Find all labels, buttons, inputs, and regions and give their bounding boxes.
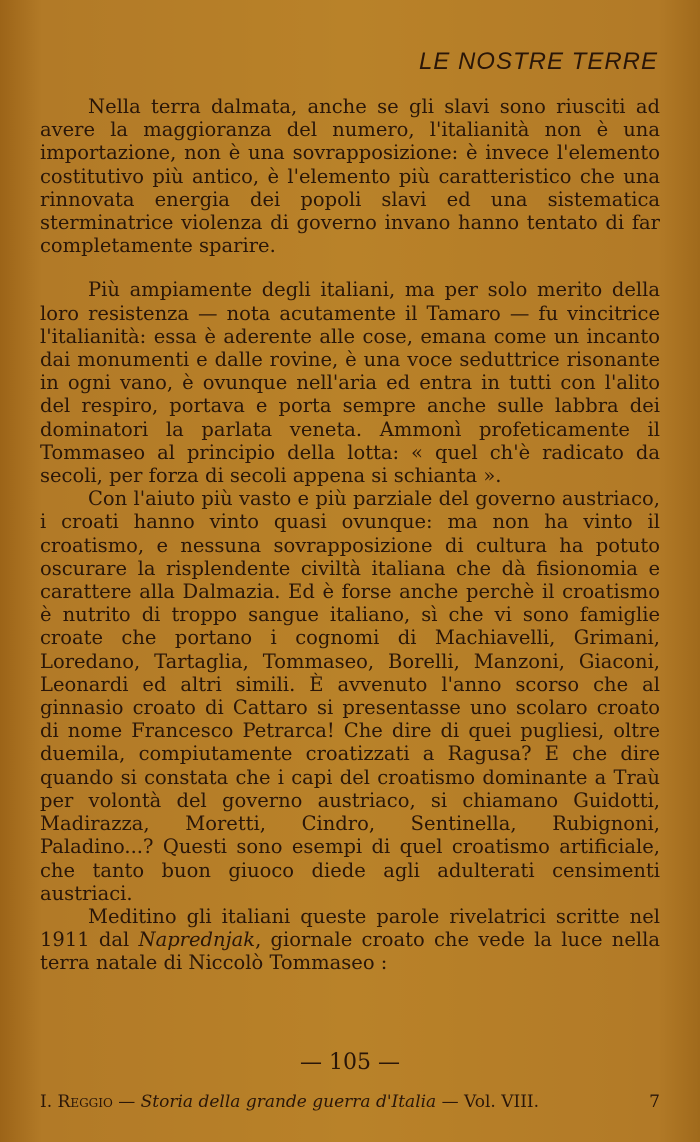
page-number: — 105 —	[300, 1050, 400, 1075]
footer-series-title: Storia della grande guerra d'Italia	[140, 1092, 437, 1112]
paragraph-4	[40, 905, 660, 975]
footer-volume: — Vol. VIII.	[441, 1092, 540, 1112]
page-footer	[40, 1092, 660, 1112]
paragraph-3: Con l'aiuto più vasto e più parziale del governo austriaco, i croati hanno vinto quasi ovunque: ma non ha vinto il croatismo, e nessuna sovrapposizione di cultura ha potuto oscurare la risplendente civiltà italiana che dà fisionomia e carattere alla Dalmazia. Ed è forse anche perchè il croatismo è nutrito di troppo sangue italiano, sì che vi sono famiglie croate che portano i cognomi di Machiavelli, Grimani, Loredano, Tartaglia, Tommaseo, Borelli, Manzoni, Giaconi, Leonardi ed altri simili. È avvenuto l'anno scorso che al ginnasio croato di Cattaro si presentasse uno scolaro croato di nome Francesco Petrarca! Che dire di quei pugliesi, oltre duemila, compiutamente croatizzati a Ragusa? E che dire quando si constata che i capi del croatismo dominante a Traù per volontà del governo austriaco, si chiamano Guidotti, Madirazza, Moretti, Cindro, Sentinella, Rubignoni, Paladino...? Questi sono esempi di quel croatismo artificiale, che tanto buon giuoco diede agli adulterati censimenti austriaci.	[40, 487, 660, 905]
paragraph-4-start: Meditino gli italiani queste parole rivelatrici scritte nel 1911 dal	[40, 904, 660, 952]
running-head: LE NOSTRE TERRE	[418, 48, 658, 75]
paragraph-4-end: , giornale croato che vede la luce nella terra natale di Niccolò Tommaseo :	[40, 928, 660, 975]
newspaper-name: Naprednjak	[138, 928, 256, 952]
footer-author: I. Reggio —	[40, 1092, 136, 1112]
footer-signature: 7	[649, 1092, 660, 1112]
body-text	[40, 95, 660, 975]
footer-citation	[40, 1092, 539, 1112]
paragraph-1: Nella terra dalmata, anche se gli slavi sono riusciti ad avere la maggioranza del numero, l'italianità non è una importazione, non è una sovrapposizione: è invece l'elemento costitutivo più antico, è l'elemento più caratteristico che una rinnovata energia dei popoli slavi ed una sistematica sterminatrice violenza di governo invano hanno tentato di far completamente sparire.	[40, 95, 660, 258]
paragraph-2: Più ampiamente degli italiani, ma per solo merito della loro resistenza — nota acutamente il Tamaro — fu vincitrice l'italianità: essa è aderente alle cose, emana come un incanto dai monumenti e dalle rovine, è una voce seduttrice risonante in ogni vano, è ovunque nell'aria ed entra in tutti con l'alito del respiro, portava e porta sempre anche sulle labbra dei dominatori la parlata veneta. Ammonì profeticamente il Tommaseo al principio della lotta: « quel ch'è radicato da secoli, per forza di secoli appena si schianta ».	[40, 278, 660, 488]
